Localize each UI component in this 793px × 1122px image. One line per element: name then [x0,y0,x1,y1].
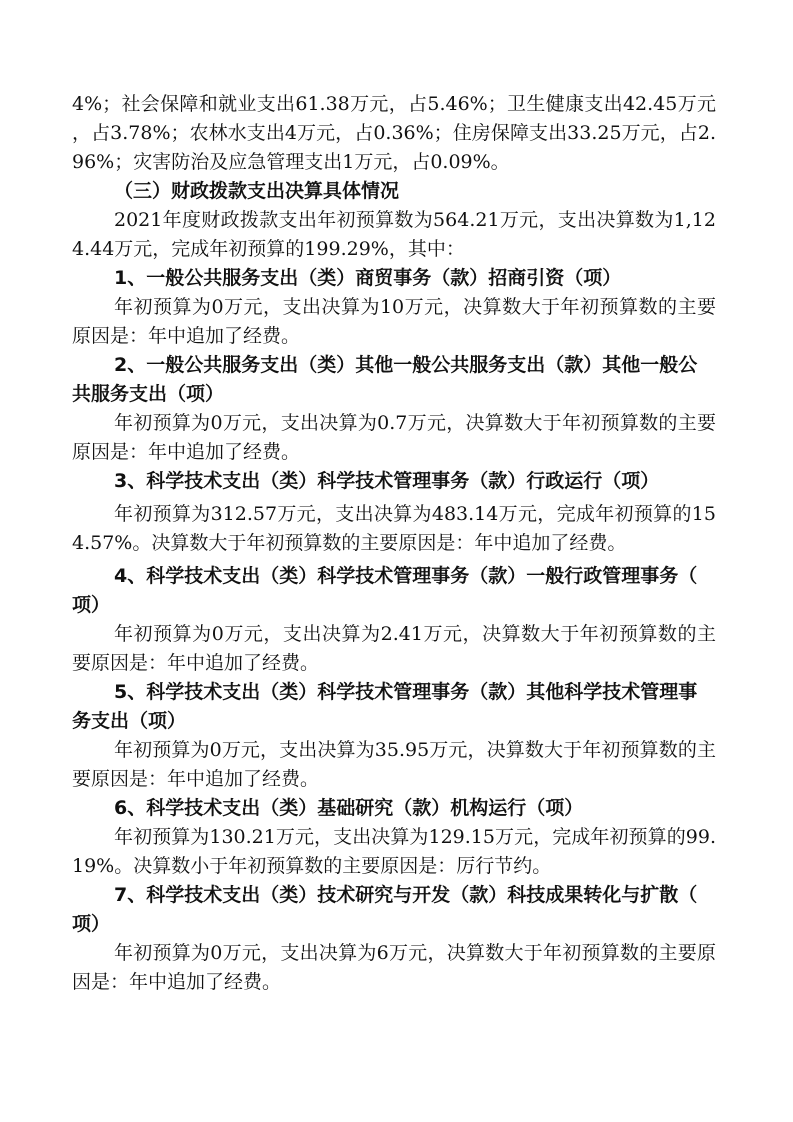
item-4-body: 年初预算为0万元，支出决算为2.41万元，决算数大于年初预算数的主要原因是：年中追加了经费。 [72,623,716,674]
section-heading: （三）财政拨款支出决算具体情况 [114,180,400,202]
item-3-heading: 3、科学技术支出（类）科学技术管理事务（款）行政运行（项） [114,470,660,492]
item-2-heading: 2、一般公共服务支出（类）其他一般公共服务支出（款）其他一般公共服务支出（项） [72,354,698,405]
item-3-body: 年初预算为312.57万元，支出决算为483.14万元，完成年初预算的154.57%。决算数大于年初预算数的主要原因是：年中追加了经费。 [72,503,716,554]
item-7-heading: 7、科学技术支出（类）技术研究与开发（款）科技成果转化与扩散（项） [72,884,698,935]
section-intro-paragraph: 2021年度财政拨款支出年初预算数为564.21万元，支出决算数为1,124.44万元，完成年初预算的199.29%，其中： [72,209,716,260]
document-page [72,90,716,997]
item-4-heading: 4、科学技术支出（类）科学技术管理事务（款）一般行政管理事务（项） [72,565,698,616]
intro-paragraph: 4%；社会保障和就业支出61.38万元，占5.46%；卫生健康支出42.45万元，占3.78%；农林水支出4万元，占0.36%；住房保障支出33.25万元，占2.96%；灾害防治及应急管理支出1万元，占0.09%。 [72,93,716,173]
item-1-body: 年初预算为0万元，支出决算为10万元，决算数大于年初预算数的主要原因是：年中追加了经费。 [72,296,716,347]
item-6-body: 年初预算为130.21万元，支出决算为129.15万元，完成年初预算的99.19%。决算数小于年初预算数的主要原因是：厉行节约。 [72,826,716,877]
item-6-heading: 6、科学技术支出（类）基础研究（款）机构运行（项） [114,797,584,819]
item-5-heading: 5、科学技术支出（类）科学技术管理事务（款）其他科学技术管理事务支出（项） [72,681,698,732]
item-5-body: 年初预算为0万元，支出决算为35.95万元，决算数大于年初预算数的主要原因是：年中追加了经费。 [72,739,716,790]
item-2-body: 年初预算为0万元，支出决算为0.7万元，决算数大于年初预算数的主要原因是：年中追加了经费。 [72,412,716,463]
item-7-body: 年初预算为0万元，支出决算为6万元，决算数大于年初预算数的主要原因是：年中追加了经费。 [72,942,716,993]
item-1-heading: 1、一般公共服务支出（类）商贸事务（款）招商引资（项） [114,267,622,289]
